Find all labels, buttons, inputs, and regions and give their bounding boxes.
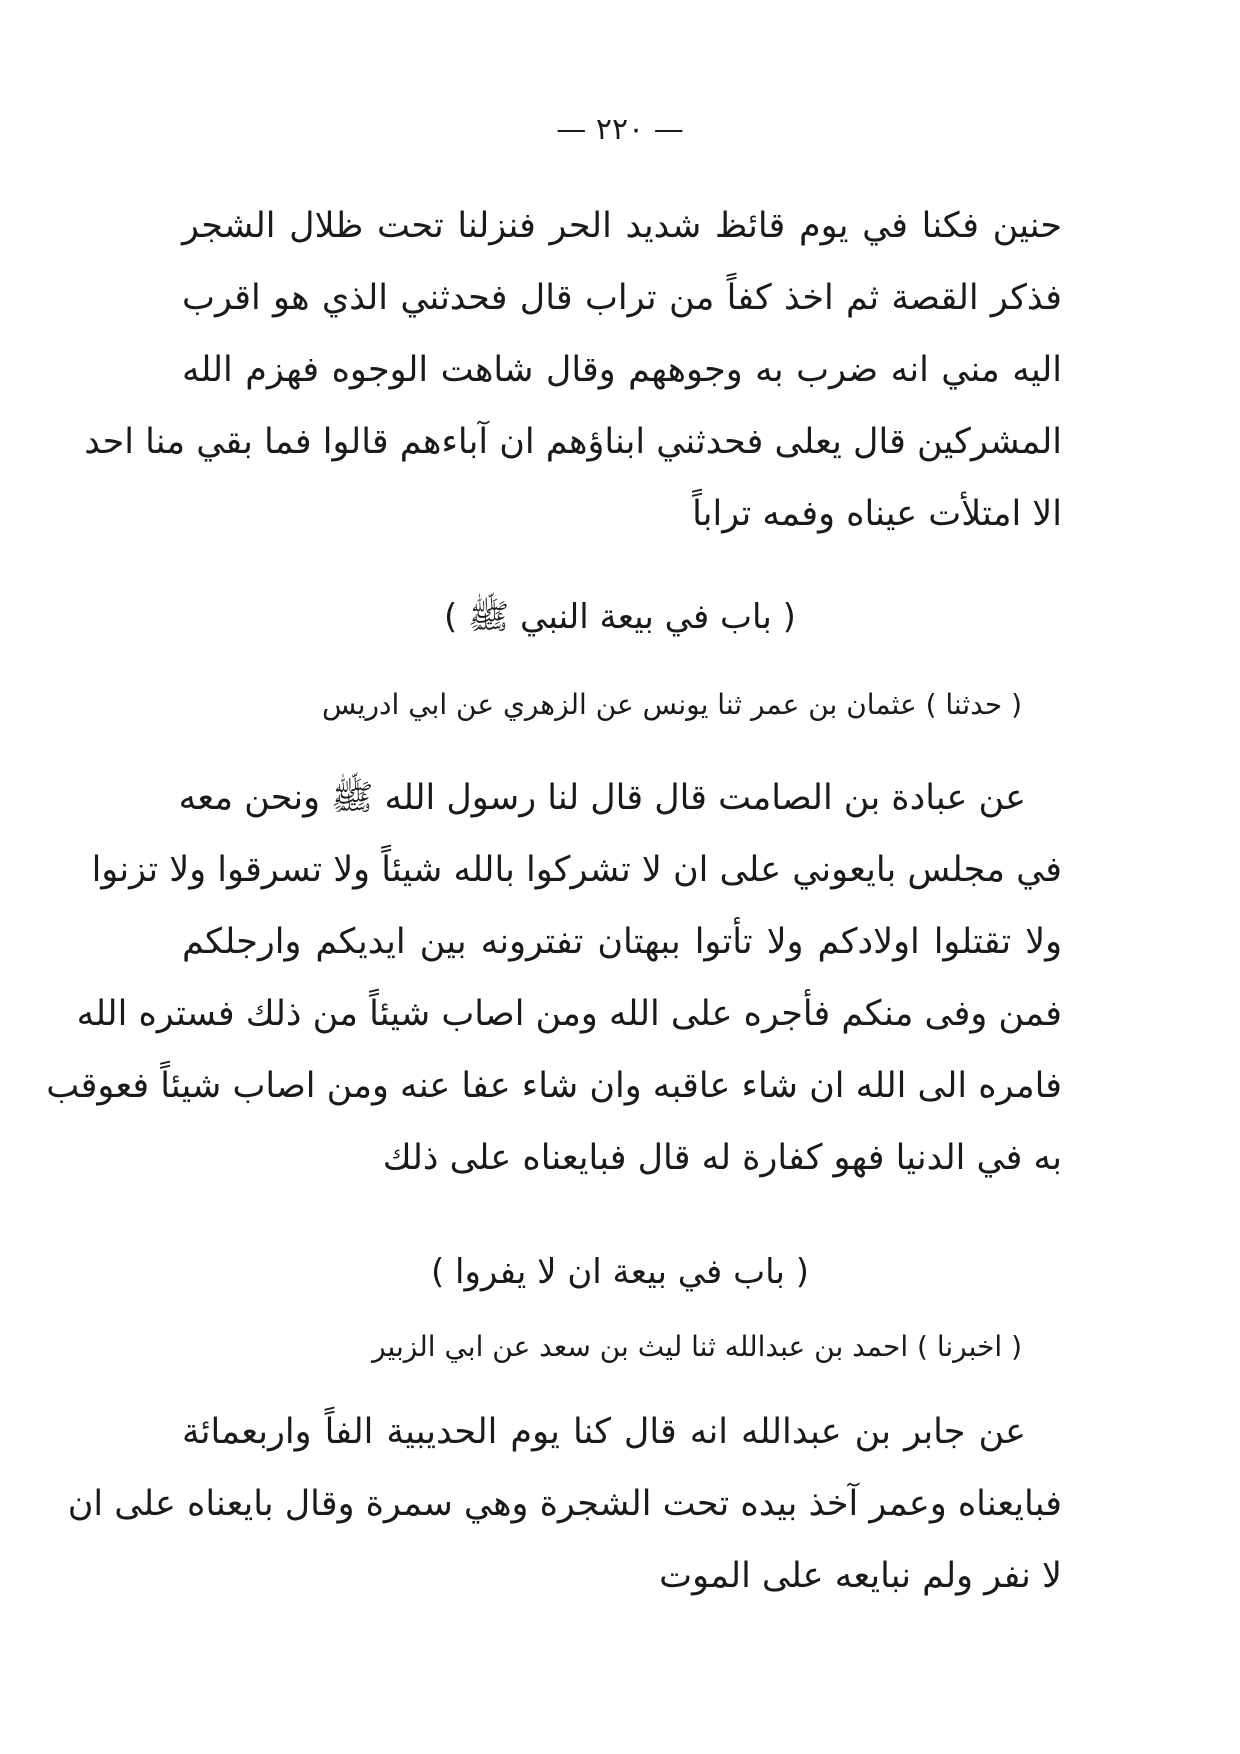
text-line: الا امتلأت عيناه وفمه تراباً [692, 494, 1062, 534]
chapter-heading: ( باب في بيعة النبي ﷺ ) [444, 597, 796, 637]
text-line: به في الدنيا فهو كفارة له قال فبايعناه على ذلك [382, 1138, 1062, 1178]
text-line: فبايعناه وعمر آخذ بيده تحت الشجرة وهي سمرة وقال بايعناه على ان [67, 1484, 1062, 1524]
hadith-paragraph [46, 762, 1062, 1194]
text-line: فذكر القصة ثم اخذ كفاً من تراب قال فحدثني الذي هو اقرب [182, 278, 1062, 318]
text-line: فمن وفى منكم فأجره على الله ومن اصاب شيئاً من ذلك فستره الله [76, 994, 1062, 1034]
text-line: ولا تقتلوا اولادكم ولا تأتوا ببهتان تفترونه بين ايديكم وارجلكم [182, 922, 1062, 962]
text-line: المشركين قال يعلى فحدثني ابناؤهم ان آباءهم قالوا فما بقي منا احد [84, 422, 1062, 462]
paragraph-continued [84, 190, 1062, 550]
text-line: اليه مني انه ضرب به وجوههم وقال شاهت الوجوه فهزم الله [182, 350, 1062, 390]
text-line: عن جابر بن عبدالله انه قال كنا يوم الحديبية الفاً واربعمائة [182, 1412, 1026, 1452]
text-line: عن عبادة بن الصامت قال قال لنا رسول الله ﷺ ونحن معه [178, 778, 1026, 818]
isnad-line: ( اخبرنا ) احمد بن عبدالله ثنا ليث بن سعد عن ابي الزبير [372, 1330, 1022, 1363]
text-line: لا نفر ولم نبايعه على الموت [659, 1556, 1062, 1596]
page-number: — ٢٢٠ — [556, 112, 684, 147]
chapter-heading: ( باب في بيعة ان لا يفروا ) [430, 1252, 810, 1292]
text-line: في مجلس بايعوني على ان لا تشركوا بالله شيئاً ولا تسرقوا ولا تزنوا [91, 850, 1062, 890]
isnad-line: ( حدثنا ) عثمان بن عمر ثنا يونس عن الزهري عن ابي ادريس [322, 688, 1022, 721]
text-line: حنين فكنا في يوم قائظ شديد الحر فنزلنا تحت ظلال الشجر [182, 206, 1062, 246]
hadith-paragraph [67, 1396, 1062, 1612]
text-line: فامره الى الله ان شاء عاقبه وان شاء عفا عنه ومن اصاب شيئاً فعوقب [46, 1066, 1062, 1106]
